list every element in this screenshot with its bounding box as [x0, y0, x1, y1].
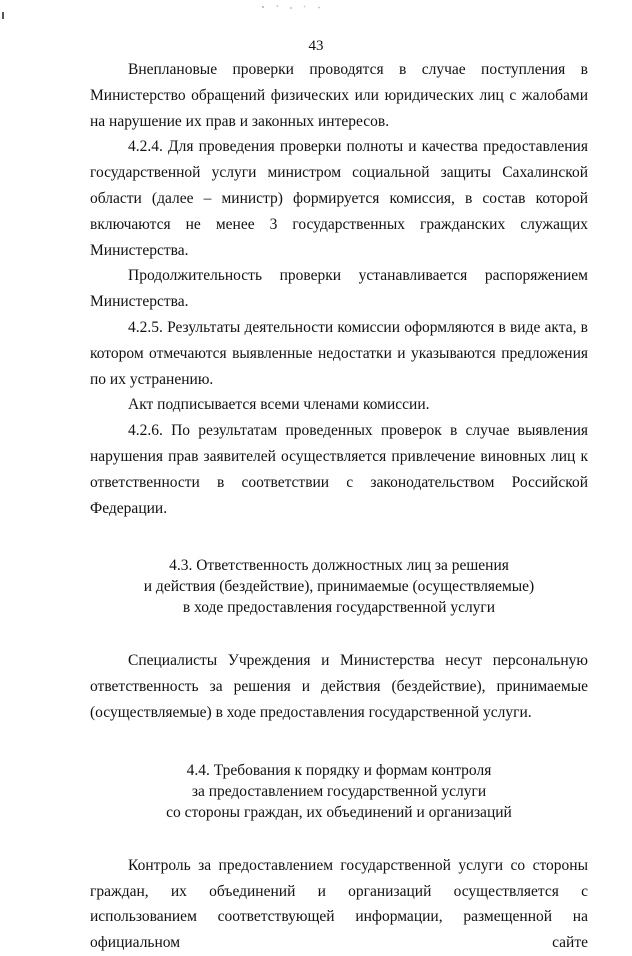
paragraph-act-signing: Акт подписывается всеми членами комиссии.	[128, 396, 430, 414]
page-number: 43	[308, 38, 324, 54]
heading-line: за предоставлением государственной услуги	[191, 782, 487, 800]
paragraph-4-2-6: 4.2.6. По результатам проведенных проверок в случае выявления нарушения прав заявителей осуществляется привлечение виновных лиц к ответственности в соответствии с законодательством Российской Федерации.	[90, 422, 588, 517]
paragraph-section-4-4: Контроль за предоставлением государственной услуги со стороны граждан, их объединений и организаций осуществляется с использованием соответствующей информации, размещенной на официальном сайте	[90, 856, 588, 952]
heading-line: 4.3. Ответственность должностных лиц за решения	[169, 557, 509, 575]
scan-artifact	[255, 2, 335, 12]
paragraph-inspection-duration: Продолжительность проверки устанавливается распоряжением Министерства.	[90, 267, 588, 311]
section-4-3-heading	[90, 555, 588, 618]
heading-line: в ходе предоставления государственной услуги	[182, 599, 496, 617]
heading-line: 4.4. Требования к порядку и формам контроля	[186, 761, 492, 779]
paragraph-unscheduled-inspections: Внеплановые проверки проводятся в случае поступления в Министерство обращений физических или юридических лиц с жалобами на нарушение их прав и законных интересов.	[90, 61, 588, 130]
heading-line: и действия (бездействие), принимаемые (осуществляемые)	[143, 578, 535, 596]
heading-line: со стороны граждан, их объединений и организаций	[166, 803, 512, 821]
section-4-4-heading	[90, 760, 588, 823]
margin-mark	[2, 12, 4, 19]
paragraph-section-4-3: Специалисты Учреждения и Министерства несут персональную ответственность за решения и действия (бездействие), принимаемые (осуществляемые) в ходе предоставления государственной услуги.	[90, 652, 588, 721]
document-body	[90, 57, 588, 956]
paragraph-4-2-4: 4.2.4. Для проведения проверки полноты и качества предоставления государственной услуги министром социальной защиты Сахалинской области (далее – министр) формируется комиссия, в состав которой включаются не менее 3 государственных гражданских служащих Министерства.	[90, 138, 588, 259]
paragraph-4-2-5: 4.2.5. Результаты деятельности комиссии оформляются в виде акта, в котором отмечаются выявленные недостатки и указываются предложения по их устранению.	[90, 318, 588, 388]
